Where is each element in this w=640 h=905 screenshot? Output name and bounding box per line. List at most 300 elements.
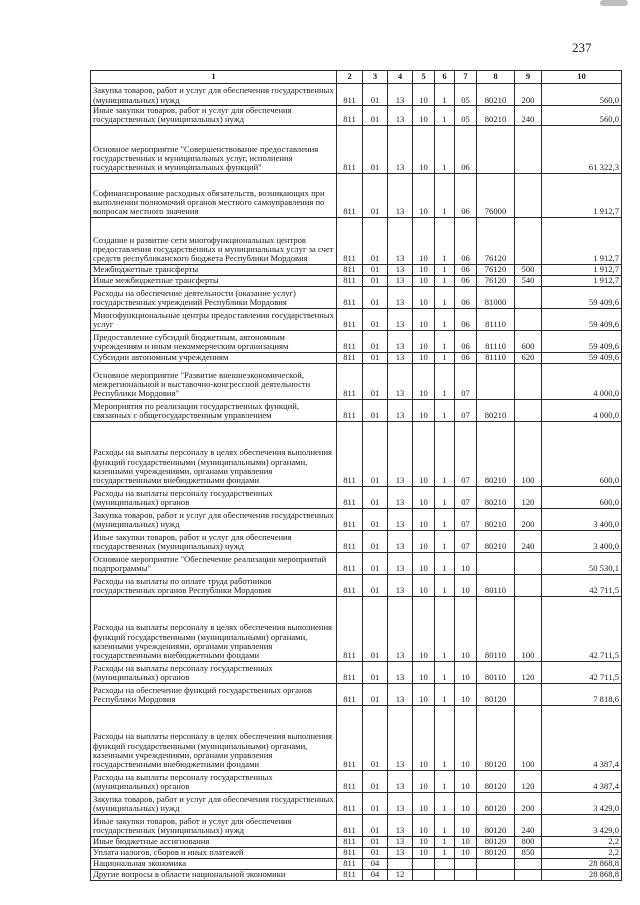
cell-main-event (455, 869, 477, 880)
cell-subsection: 13 (388, 399, 413, 421)
cell-description: Закупка товаров, работ и услуг для обеспечения государственных (муниципальных) нужд (91, 84, 337, 106)
cell-direction: 80210 (477, 106, 515, 126)
column-header-expense-type: 9 (515, 71, 542, 84)
cell-direction: 80210 (477, 530, 515, 552)
cell-program: 10 (413, 275, 435, 286)
cell-grbs: 811 (337, 84, 363, 106)
cell-amount: 1 912,7 (542, 217, 622, 264)
cell-program: 10 (413, 661, 435, 683)
cell-expense-type: 120 (515, 661, 542, 683)
cell-main-event: 05 (455, 84, 477, 106)
cell-subprogram: 1 (435, 705, 455, 770)
cell-subprogram: 1 (435, 574, 455, 596)
cell-expense-type: 240 (515, 106, 542, 126)
cell-amount: 42 711,5 (542, 574, 622, 596)
cell-amount: 28 868,8 (542, 869, 622, 880)
cell-direction: 76120 (477, 275, 515, 286)
column-header-main-event: 7 (455, 71, 477, 84)
table-row (91, 661, 622, 683)
cell-direction (477, 869, 515, 880)
cell-subsection: 13 (388, 308, 413, 330)
cell-section: 01 (363, 574, 388, 596)
table-row (91, 217, 622, 264)
cell-grbs: 811 (337, 125, 363, 173)
cell-subsection: 13 (388, 792, 413, 814)
cell-description: Основное мероприятие "Обеспечение реализации мероприятий подпрограммы" (91, 552, 337, 574)
cell-subsection: 13 (388, 264, 413, 275)
cell-expense-type (515, 683, 542, 705)
cell-main-event: 10 (455, 574, 477, 596)
table-row (91, 421, 622, 486)
cell-subprogram: 1 (435, 217, 455, 264)
cell-expense-type (515, 399, 542, 421)
cell-expense-type (515, 217, 542, 264)
cell-subsection: 13 (388, 486, 413, 508)
cell-amount: 3 400,0 (542, 530, 622, 552)
table-row (91, 330, 622, 352)
cell-expense-type (515, 869, 542, 880)
cell-amount: 59 409,6 (542, 308, 622, 330)
cell-subprogram: 1 (435, 399, 455, 421)
cell-main-event: 06 (455, 330, 477, 352)
table-row (91, 596, 622, 661)
cell-grbs: 811 (337, 814, 363, 836)
cell-description: Уплата налогов, сборов и иных платежей (91, 847, 337, 858)
cell-section: 01 (363, 352, 388, 363)
cell-subprogram: 1 (435, 275, 455, 286)
cell-section: 01 (363, 508, 388, 530)
cell-amount: 59 409,6 (542, 330, 622, 352)
cell-subprogram: 1 (435, 264, 455, 275)
cell-direction: 81000 (477, 286, 515, 308)
cell-main-event: 06 (455, 264, 477, 275)
cell-description: Расходы на выплаты персоналу в целях обеспечения выполнения функций государственными (муниципальными) органами, казенными учреждениями, органами управления государственными внебюджетными фондами (91, 596, 337, 661)
cell-amount: 42 711,5 (542, 596, 622, 661)
cell-subsection: 13 (388, 106, 413, 126)
cell-direction: 80120 (477, 683, 515, 705)
cell-subsection: 13 (388, 173, 413, 217)
cell-main-event: 07 (455, 421, 477, 486)
cell-grbs: 811 (337, 705, 363, 770)
cell-amount: 59 409,6 (542, 352, 622, 363)
cell-expense-type (515, 552, 542, 574)
cell-program: 10 (413, 125, 435, 173)
cell-expense-type: 120 (515, 486, 542, 508)
cell-program: 10 (413, 286, 435, 308)
cell-grbs: 811 (337, 421, 363, 486)
cell-direction: 80120 (477, 792, 515, 814)
cell-subsection: 13 (388, 286, 413, 308)
cell-main-event: 10 (455, 814, 477, 836)
cell-direction (477, 363, 515, 399)
cell-subprogram: 1 (435, 814, 455, 836)
cell-grbs: 811 (337, 508, 363, 530)
cell-direction: 80210 (477, 84, 515, 106)
cell-description: Субсидии автономным учреждениям (91, 352, 337, 363)
table-row (91, 84, 622, 106)
cell-program: 10 (413, 352, 435, 363)
cell-subprogram: 1 (435, 836, 455, 847)
cell-program: 10 (413, 330, 435, 352)
cell-program: 10 (413, 530, 435, 552)
table-row (91, 869, 622, 880)
cell-main-event: 06 (455, 173, 477, 217)
cell-section: 01 (363, 486, 388, 508)
cell-section: 01 (363, 106, 388, 126)
cell-main-event: 06 (455, 308, 477, 330)
cell-amount: 560,0 (542, 106, 622, 126)
table-row (91, 308, 622, 330)
cell-subprogram: 1 (435, 308, 455, 330)
cell-grbs: 811 (337, 106, 363, 126)
cell-description: Иные закупки товаров, работ и услуг для обеспечения государственных (муниципальных) нужд (91, 530, 337, 552)
cell-grbs: 811 (337, 530, 363, 552)
table-row (91, 508, 622, 530)
cell-main-event: 07 (455, 530, 477, 552)
cell-section: 01 (363, 217, 388, 264)
cell-program: 10 (413, 173, 435, 217)
table-row (91, 486, 622, 508)
cell-main-event: 10 (455, 792, 477, 814)
cell-amount: 50 530,1 (542, 552, 622, 574)
cell-program: 10 (413, 264, 435, 275)
cell-grbs: 811 (337, 858, 363, 869)
cell-section: 01 (363, 330, 388, 352)
cell-section: 01 (363, 530, 388, 552)
cell-direction: 80110 (477, 574, 515, 596)
cell-expense-type (515, 125, 542, 173)
cell-subsection: 13 (388, 596, 413, 661)
cell-grbs: 811 (337, 217, 363, 264)
cell-amount: 1 912,7 (542, 264, 622, 275)
cell-subsection: 13 (388, 683, 413, 705)
cell-subsection: 13 (388, 661, 413, 683)
cell-program: 10 (413, 308, 435, 330)
cell-amount: 560,0 (542, 84, 622, 106)
cell-description: Основное мероприятие "Совершенствование предоставления государственных и муниципальных услуг, исполнения государственных и муниципальных функций" (91, 125, 337, 173)
cell-expense-type: 600 (515, 330, 542, 352)
cell-subprogram (435, 869, 455, 880)
cell-grbs: 811 (337, 552, 363, 574)
cell-section: 01 (363, 814, 388, 836)
cell-direction (477, 552, 515, 574)
cell-main-event: 10 (455, 661, 477, 683)
cell-subsection: 13 (388, 574, 413, 596)
cell-program: 10 (413, 399, 435, 421)
cell-expense-type: 620 (515, 352, 542, 363)
cell-program: 10 (413, 574, 435, 596)
cell-program: 10 (413, 486, 435, 508)
cell-main-event: 07 (455, 508, 477, 530)
table-row (91, 363, 622, 399)
cell-main-event: 06 (455, 286, 477, 308)
table-row (91, 530, 622, 552)
cell-section: 01 (363, 683, 388, 705)
cell-grbs: 811 (337, 847, 363, 858)
cell-main-event: 10 (455, 847, 477, 858)
cell-subsection: 13 (388, 330, 413, 352)
cell-amount: 3 400,0 (542, 508, 622, 530)
cell-expense-type (515, 173, 542, 217)
cell-grbs: 811 (337, 661, 363, 683)
cell-description: Иные закупки товаров, работ и услуг для обеспечения государственных (муниципальных) нужд (91, 106, 337, 126)
cell-main-event: 07 (455, 399, 477, 421)
table-row (91, 552, 622, 574)
cell-grbs: 811 (337, 486, 363, 508)
cell-amount: 4 387,4 (542, 705, 622, 770)
cell-expense-type: 100 (515, 596, 542, 661)
cell-subsection (388, 858, 413, 869)
cell-grbs: 811 (337, 792, 363, 814)
cell-grbs: 811 (337, 286, 363, 308)
cell-program: 10 (413, 508, 435, 530)
cell-grbs: 811 (337, 574, 363, 596)
cell-description: Расходы на обеспечение функций государственных органов Республики Мордовия (91, 683, 337, 705)
cell-amount: 2,2 (542, 847, 622, 858)
table-row (91, 352, 622, 363)
table-row (91, 264, 622, 275)
cell-grbs: 811 (337, 836, 363, 847)
cell-amount: 28 868,8 (542, 858, 622, 869)
cell-grbs: 811 (337, 352, 363, 363)
cell-subsection: 13 (388, 84, 413, 106)
cell-grbs: 811 (337, 264, 363, 275)
cell-subprogram: 1 (435, 661, 455, 683)
cell-expense-type: 120 (515, 770, 542, 792)
cell-subsection: 12 (388, 869, 413, 880)
table-row (91, 836, 622, 847)
cell-amount: 7 818,6 (542, 683, 622, 705)
cell-program: 10 (413, 106, 435, 126)
cell-program: 10 (413, 596, 435, 661)
cell-amount: 2,2 (542, 836, 622, 847)
cell-main-event: 10 (455, 683, 477, 705)
cell-subprogram: 1 (435, 363, 455, 399)
cell-section: 01 (363, 308, 388, 330)
cell-subsection: 13 (388, 125, 413, 173)
cell-amount: 4 000,0 (542, 399, 622, 421)
cell-description: Иные бюджетные ассигнования (91, 836, 337, 847)
cell-direction: 81110 (477, 330, 515, 352)
cell-expense-type: 800 (515, 836, 542, 847)
cell-main-event: 10 (455, 596, 477, 661)
cell-program: 10 (413, 836, 435, 847)
cell-grbs: 811 (337, 330, 363, 352)
column-header-program: 5 (413, 71, 435, 84)
cell-program: 10 (413, 792, 435, 814)
cell-grbs: 811 (337, 363, 363, 399)
cell-program: 10 (413, 552, 435, 574)
cell-subsection: 13 (388, 814, 413, 836)
cell-subprogram: 1 (435, 508, 455, 530)
cell-main-event: 10 (455, 836, 477, 847)
cell-description: Расходы на выплаты персоналу государственных (муниципальных) органов (91, 486, 337, 508)
cell-direction: 80120 (477, 814, 515, 836)
table-row (91, 683, 622, 705)
cell-main-event: 06 (455, 275, 477, 286)
cell-section: 01 (363, 792, 388, 814)
cell-subprogram: 1 (435, 486, 455, 508)
cell-grbs: 811 (337, 308, 363, 330)
cell-subprogram: 1 (435, 352, 455, 363)
cell-program: 10 (413, 421, 435, 486)
budget-table (90, 70, 622, 881)
cell-program (413, 858, 435, 869)
table-row (91, 399, 622, 421)
cell-expense-type (515, 308, 542, 330)
cell-section: 01 (363, 125, 388, 173)
cell-direction: 80210 (477, 399, 515, 421)
column-header-subprogram: 6 (435, 71, 455, 84)
cell-amount: 61 322,3 (542, 125, 622, 173)
cell-amount: 4 000,0 (542, 363, 622, 399)
cell-subsection: 13 (388, 217, 413, 264)
table-row (91, 814, 622, 836)
cell-section: 01 (363, 847, 388, 858)
cell-direction: 80120 (477, 836, 515, 847)
cell-subprogram: 1 (435, 173, 455, 217)
cell-direction: 80210 (477, 486, 515, 508)
cell-program: 10 (413, 683, 435, 705)
cell-grbs: 811 (337, 683, 363, 705)
cell-main-event (455, 858, 477, 869)
cell-subsection: 13 (388, 552, 413, 574)
cell-grbs: 811 (337, 596, 363, 661)
column-header-direction: 8 (477, 71, 515, 84)
column-header-amount: 10 (542, 71, 622, 84)
cell-direction: 80210 (477, 508, 515, 530)
cell-description: Расходы на выплаты персоналу в целях обеспечения выполнения функций государственными (муниципальными) органами, казенными учреждениями, органами управления государственными внебюджетными фондами (91, 421, 337, 486)
cell-amount: 4 387,4 (542, 770, 622, 792)
cell-grbs: 811 (337, 275, 363, 286)
cell-subprogram: 1 (435, 286, 455, 308)
cell-section: 01 (363, 173, 388, 217)
cell-description: Расходы на обеспечение деятельности (оказание услуг) государственных учреждений Республики Мордовия (91, 286, 337, 308)
cell-amount: 59 409,6 (542, 286, 622, 308)
cell-subsection: 13 (388, 363, 413, 399)
cell-direction: 80210 (477, 421, 515, 486)
cell-program: 10 (413, 217, 435, 264)
cell-main-event: 06 (455, 352, 477, 363)
cell-program: 10 (413, 363, 435, 399)
cell-description: Закупка товаров, работ и услуг для обеспечения государственных (муниципальных) нужд (91, 508, 337, 530)
cell-main-event: 10 (455, 705, 477, 770)
cell-section: 01 (363, 596, 388, 661)
cell-section: 04 (363, 858, 388, 869)
cell-subsection: 13 (388, 770, 413, 792)
cell-direction: 80120 (477, 847, 515, 858)
cell-subsection: 13 (388, 421, 413, 486)
cell-subsection: 13 (388, 705, 413, 770)
cell-description: Софинансирование расходных обязательств, возникающих при выполнении полномочий органов местного самоуправления по вопросам местного значения (91, 173, 337, 217)
cell-main-event: 07 (455, 363, 477, 399)
cell-section: 01 (363, 661, 388, 683)
cell-section: 01 (363, 705, 388, 770)
table-row (91, 847, 622, 858)
scan-smudge (600, 0, 628, 6)
cell-description: Расходы на выплаты персоналу государственных (муниципальных) органов (91, 770, 337, 792)
table-row (91, 173, 622, 217)
cell-main-event: 07 (455, 486, 477, 508)
cell-expense-type: 240 (515, 530, 542, 552)
cell-direction: 80110 (477, 661, 515, 683)
cell-section: 01 (363, 399, 388, 421)
cell-expense-type: 200 (515, 84, 542, 106)
cell-subprogram: 1 (435, 552, 455, 574)
cell-direction: 80120 (477, 705, 515, 770)
cell-direction: 76120 (477, 217, 515, 264)
cell-amount: 1 912,7 (542, 173, 622, 217)
cell-amount: 1 912,7 (542, 275, 622, 286)
page-number: 237 (572, 40, 592, 55)
cell-program (413, 869, 435, 880)
cell-subsection: 13 (388, 847, 413, 858)
cell-subprogram: 1 (435, 792, 455, 814)
cell-expense-type: 200 (515, 792, 542, 814)
cell-subprogram: 1 (435, 421, 455, 486)
table-row (91, 858, 622, 869)
cell-subsection: 13 (388, 275, 413, 286)
cell-description: Расходы на выплаты персоналу в целях обеспечения выполнения функций государственными (муниципальными) органами, казенными учреждениями, органами управления государственными внебюджетными фондами (91, 705, 337, 770)
cell-subsection: 13 (388, 530, 413, 552)
cell-expense-type: 540 (515, 275, 542, 286)
cell-section: 01 (363, 264, 388, 275)
cell-section: 01 (363, 770, 388, 792)
cell-section: 01 (363, 552, 388, 574)
column-header-subsection: 4 (388, 71, 413, 84)
cell-program: 10 (413, 814, 435, 836)
cell-subprogram: 1 (435, 770, 455, 792)
cell-direction: 76120 (477, 264, 515, 275)
cell-amount: 42 711,5 (542, 661, 622, 683)
cell-direction: 80110 (477, 596, 515, 661)
cell-program: 10 (413, 770, 435, 792)
cell-direction (477, 858, 515, 869)
cell-expense-type: 100 (515, 705, 542, 770)
cell-expense-type (515, 286, 542, 308)
cell-description: Иные межбюджетные трансферты (91, 275, 337, 286)
cell-subprogram: 1 (435, 530, 455, 552)
cell-expense-type: 500 (515, 264, 542, 275)
cell-main-event: 05 (455, 106, 477, 126)
table-row (91, 770, 622, 792)
cell-section: 01 (363, 421, 388, 486)
table-row (91, 275, 622, 286)
cell-expense-type: 100 (515, 421, 542, 486)
cell-main-event: 10 (455, 770, 477, 792)
cell-direction: 81110 (477, 308, 515, 330)
cell-subsection: 13 (388, 836, 413, 847)
cell-program: 10 (413, 84, 435, 106)
cell-expense-type: 200 (515, 508, 542, 530)
cell-description: Основное мероприятие "Развитие внешнеэкономической, межрегиональной и выставочно-конгрессной деятельности Республики Мордовия" (91, 363, 337, 399)
cell-section: 01 (363, 836, 388, 847)
cell-grbs: 811 (337, 173, 363, 217)
cell-expense-type: 850 (515, 847, 542, 858)
cell-subprogram: 1 (435, 596, 455, 661)
cell-subprogram: 1 (435, 847, 455, 858)
cell-grbs: 811 (337, 770, 363, 792)
cell-description: Многофункциональные центры предоставления государственных услуг (91, 308, 337, 330)
cell-subprogram: 1 (435, 84, 455, 106)
table-row (91, 705, 622, 770)
cell-section: 01 (363, 84, 388, 106)
cell-direction: 80120 (477, 770, 515, 792)
cell-description: Межбюджетные трансферты (91, 264, 337, 275)
cell-direction: 76000 (477, 173, 515, 217)
cell-subprogram: 1 (435, 683, 455, 705)
cell-description: Национальная экономика (91, 858, 337, 869)
